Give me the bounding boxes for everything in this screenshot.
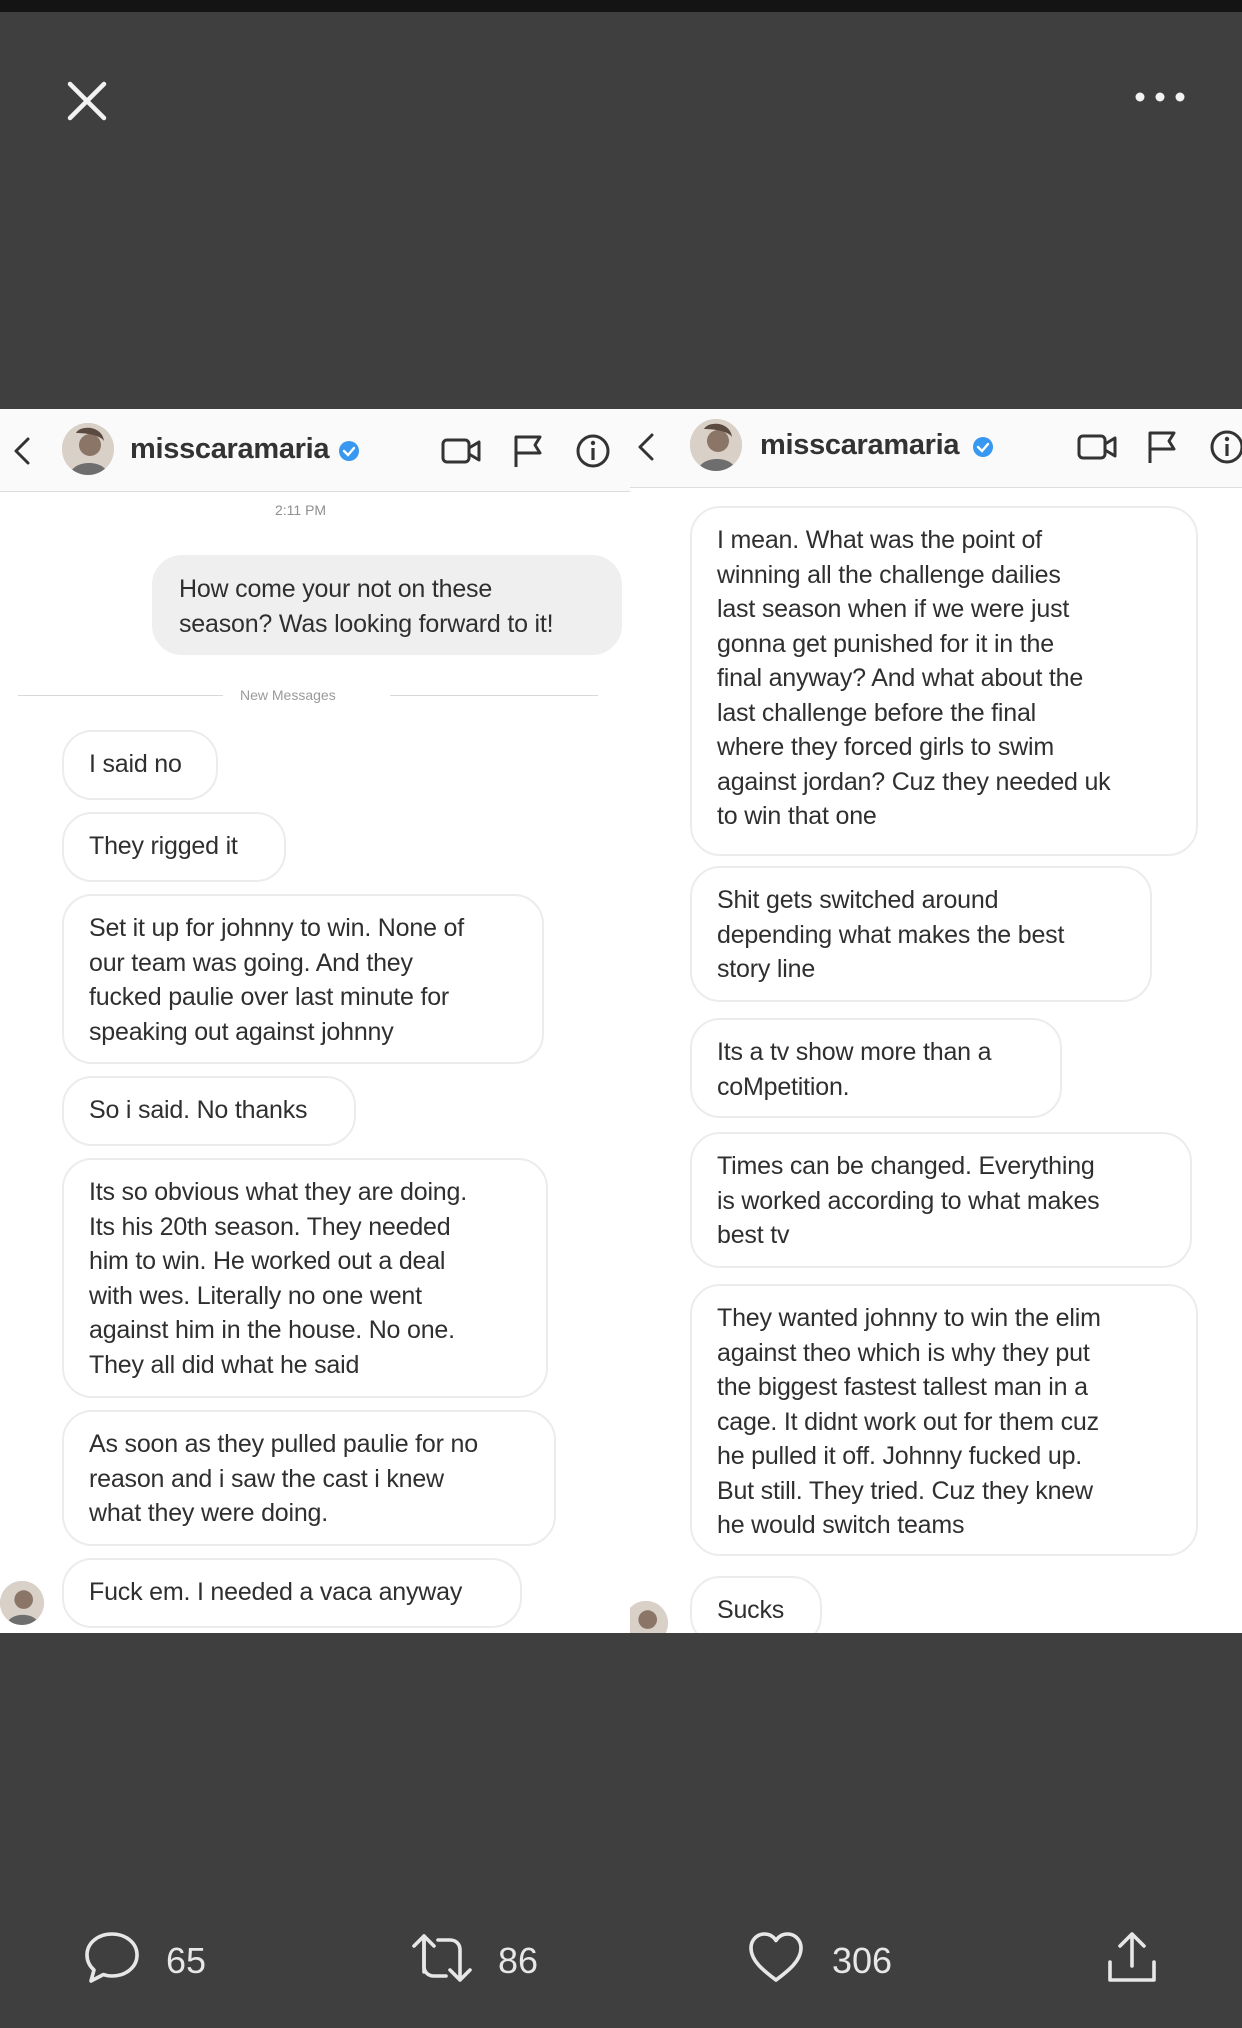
flag-icon <box>508 433 550 469</box>
like-count: 306 <box>832 1940 893 1981</box>
sender-avatar <box>630 1601 668 1633</box>
divider <box>390 695 598 696</box>
received-message-bubble: I said no <box>62 730 218 800</box>
close-button[interactable] <box>62 76 112 126</box>
like-button[interactable] <box>746 1928 916 1988</box>
verified-badge-icon <box>972 436 994 458</box>
message-timestamp: 2:11 PM <box>275 502 327 518</box>
video-call-icon <box>1076 429 1118 465</box>
back-chevron-icon <box>8 431 38 471</box>
received-message-bubble: They rigged it <box>62 812 286 882</box>
retweet-count: 86 <box>498 1940 539 1981</box>
avatar <box>690 419 742 471</box>
reply-button[interactable] <box>82 1928 232 1988</box>
received-message-bubble: Times can be changed. Everything is worked according to what makes best tv <box>690 1132 1192 1268</box>
received-message-bubble: Sucks <box>690 1576 822 1633</box>
avatar <box>62 423 114 475</box>
divider <box>18 695 223 696</box>
dm-header <box>630 409 1242 488</box>
flag-icon <box>1142 429 1184 465</box>
dm-screenshot-image[interactable] <box>0 409 1242 1633</box>
sent-message-bubble: How come your not on these season? Was looking forward to it! <box>152 555 622 655</box>
new-messages-label: New Messages <box>240 687 336 703</box>
heart-icon <box>746 1928 806 1988</box>
info-icon <box>572 433 614 469</box>
username: misscaramaria <box>130 433 330 465</box>
dm-header <box>0 409 630 492</box>
received-message-bubble: So i said. No thanks <box>62 1076 356 1146</box>
received-message-bubble: Its so obvious what they are doing. Its his 20th season. They needed him to win. He worked out a deal with wes. Literally no one went against him in the house. No one. They all did what he said <box>62 1158 548 1398</box>
verified-badge-icon <box>338 440 360 462</box>
received-message-bubble: Fuck em. I needed a vaca anyway <box>62 1558 522 1628</box>
username: misscaramaria <box>760 429 960 461</box>
retweet-button[interactable] <box>410 1928 560 1988</box>
share-icon <box>1102 1928 1162 1988</box>
retweet-icon <box>410 1928 474 1988</box>
video-call-icon <box>440 433 482 469</box>
share-button[interactable] <box>1102 1928 1162 1988</box>
tweet-action-bar <box>0 1900 1242 2000</box>
sender-avatar <box>0 1581 44 1625</box>
more-horizontal-icon <box>1130 80 1190 114</box>
dm-panel-left <box>0 409 630 1633</box>
status-bar-strip <box>0 0 1242 12</box>
received-message-bubble: They wanted johnny to win the elim against theo which is why they put the biggest fastest tallest man in a cage. It didnt work out for them cuz he pulled it off. Johnny fucked up. But still. They tried. Cuz they knew he would switch teams <box>690 1284 1198 1556</box>
reply-count: 65 <box>166 1940 207 1981</box>
received-message-bubble: Its a tv show more than a coMpetition. <box>690 1018 1062 1118</box>
received-message-bubble: Set it up for johnny to win. None of our team was going. And they fucked paulie over last minute for speaking out against johnny <box>62 894 544 1064</box>
back-chevron-icon <box>632 427 662 467</box>
reply-bubble-icon <box>82 1928 142 1988</box>
close-icon <box>62 76 112 126</box>
received-message-bubble: Shit gets switched around depending what makes the best story line <box>690 866 1152 1002</box>
info-icon <box>1206 429 1242 465</box>
received-message-bubble: I mean. What was the point of winning all the challenge dailies last season when if we were just gonna get punished for it in the final anyway? And what about the last challenge before the final where they forced girls to swim against jordan? Cuz they needed uk to win that one <box>690 506 1198 856</box>
more-options-button[interactable] <box>1130 80 1190 114</box>
dm-panel-right <box>630 409 1242 1633</box>
received-message-bubble: As soon as they pulled paulie for no reason and i saw the cast i knew what they were doing. <box>62 1410 556 1546</box>
